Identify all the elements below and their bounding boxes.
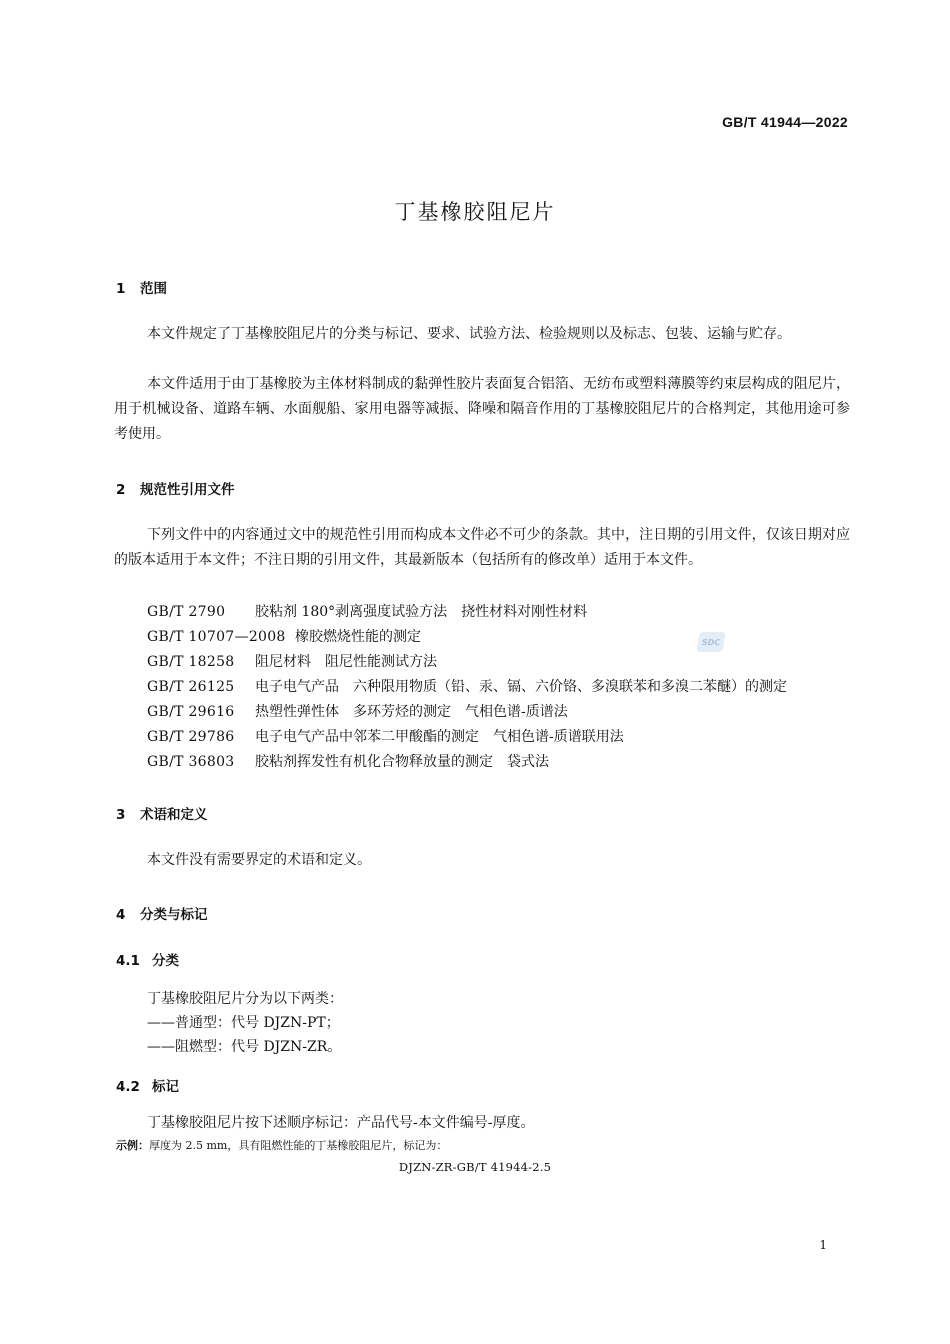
section-title: 范围 — [140, 281, 167, 297]
reference-item — [147, 751, 549, 771]
reference-title: 电子电气产品 六种限用物质（铅、汞、镉、六价铬、多溴联苯和多溴二苯醚）的测定 — [255, 679, 787, 695]
classification-intro: 丁基橡胶阻尼片分为以下两类： — [147, 991, 343, 1007]
section-heading-classification — [116, 903, 208, 923]
standard-code: GB/T 41944—2022 — [722, 114, 848, 130]
subsection-heading-4-1 — [116, 949, 179, 969]
terms-paragraph: 本文件没有需要界定的术语和定义。 — [147, 852, 371, 868]
subsection-title: 分类 — [152, 953, 179, 969]
page-number: 1 — [819, 1238, 827, 1252]
section-title: 规范性引用文件 — [140, 482, 235, 498]
scope-paragraph-1: 本文件规定了丁基橡胶阻尼片的分类与标记、要求、试验方法、检验规则以及标志、包装、运输与贮存。 — [147, 326, 791, 342]
reference-code: GB/T 29616 — [147, 704, 235, 720]
reference-item — [147, 601, 587, 621]
reference-code: GB/T 29786 — [147, 729, 235, 745]
reference-code: GB/T 18258 — [147, 654, 235, 670]
subsection-number: 4.2 — [116, 1079, 140, 1095]
reference-title: 电子电气产品中邻苯二甲酸酯的测定 气相色谱-质谱联用法 — [255, 729, 624, 745]
subsection-title: 标记 — [152, 1079, 179, 1095]
watermark-logo-icon: SDC — [696, 632, 726, 652]
section-title: 术语和定义 — [140, 807, 208, 823]
list-item: ——阻燃型：代号 DJZN-ZR。 — [147, 1039, 342, 1055]
reference-code: GB/T 26125 — [147, 679, 235, 695]
subsection-heading-4-2 — [116, 1075, 179, 1095]
section-number: 1 — [116, 281, 126, 297]
reference-item — [147, 651, 437, 671]
reference-code: GB/T 10707—2008 — [147, 629, 286, 645]
example-code: DJZN-ZR-GB/T 41944-2.5 — [398, 1160, 552, 1174]
reference-title: 阻尼材料 阻尼性能测试方法 — [255, 654, 437, 670]
reference-code: GB/T 36803 — [147, 754, 235, 770]
reference-title: 热塑性弹性体 多环芳烃的测定 气相色谱-质谱法 — [255, 704, 568, 720]
subsection-number: 4.1 — [116, 953, 140, 969]
page-title: 丁基橡胶阻尼片 — [394, 200, 556, 224]
example-text: 厚度为 2.5 mm，具有阻燃性能的丁基橡胶阻尼片，标记为： — [149, 1139, 448, 1152]
normative-refs-intro: 下列文件中的内容通过文中的规范性引用而构成本文件必不可少的条款。其中，注日期的引用文件，仅该日期对应的版本适用于本文件；不注日期的引用文件，其最新版本（包括所有的修改单）适用于本文件。 — [114, 527, 850, 568]
reference-title: 橡胶燃烧性能的测定 — [295, 629, 421, 645]
reference-item — [147, 676, 787, 696]
reference-title: 胶粘剂 180°剥离强度试验方法 挠性材料对刚性材料 — [255, 604, 588, 620]
section-title: 分类与标记 — [140, 907, 208, 923]
example-label: 示例： — [116, 1139, 149, 1152]
scope-paragraph-2: 本文件适用于由丁基橡胶为主体材料制成的黏弹性胶片表面复合铝箔、无纺布或塑料薄膜等约束层构成的阻尼片，用于机械设备、道路车辆、水面舰船、家用电器等减振、降噪和隔音作用的丁基橡胶阻尼片的合格判定，其他用途可参考使用。 — [114, 376, 850, 442]
section-heading-normative-refs — [116, 478, 235, 498]
list-item: ——普通型：代号 DJZN-PT； — [147, 1015, 340, 1031]
reference-code: GB/T 2790 — [147, 604, 226, 620]
section-number: 3 — [116, 807, 126, 823]
section-heading-terms — [116, 803, 208, 823]
example-note — [116, 1137, 447, 1153]
reference-title: 胶粘剂挥发性有机化合物释放量的测定 袋式法 — [255, 754, 549, 770]
section-heading-scope — [116, 277, 167, 297]
reference-item — [147, 701, 568, 721]
section-number: 2 — [116, 482, 126, 498]
section-number: 4 — [116, 907, 126, 923]
marking-paragraph: 丁基橡胶阻尼片按下述顺序标记：产品代号-本文件编号-厚度。 — [147, 1115, 535, 1131]
reference-item — [147, 726, 624, 746]
reference-item — [147, 626, 421, 646]
